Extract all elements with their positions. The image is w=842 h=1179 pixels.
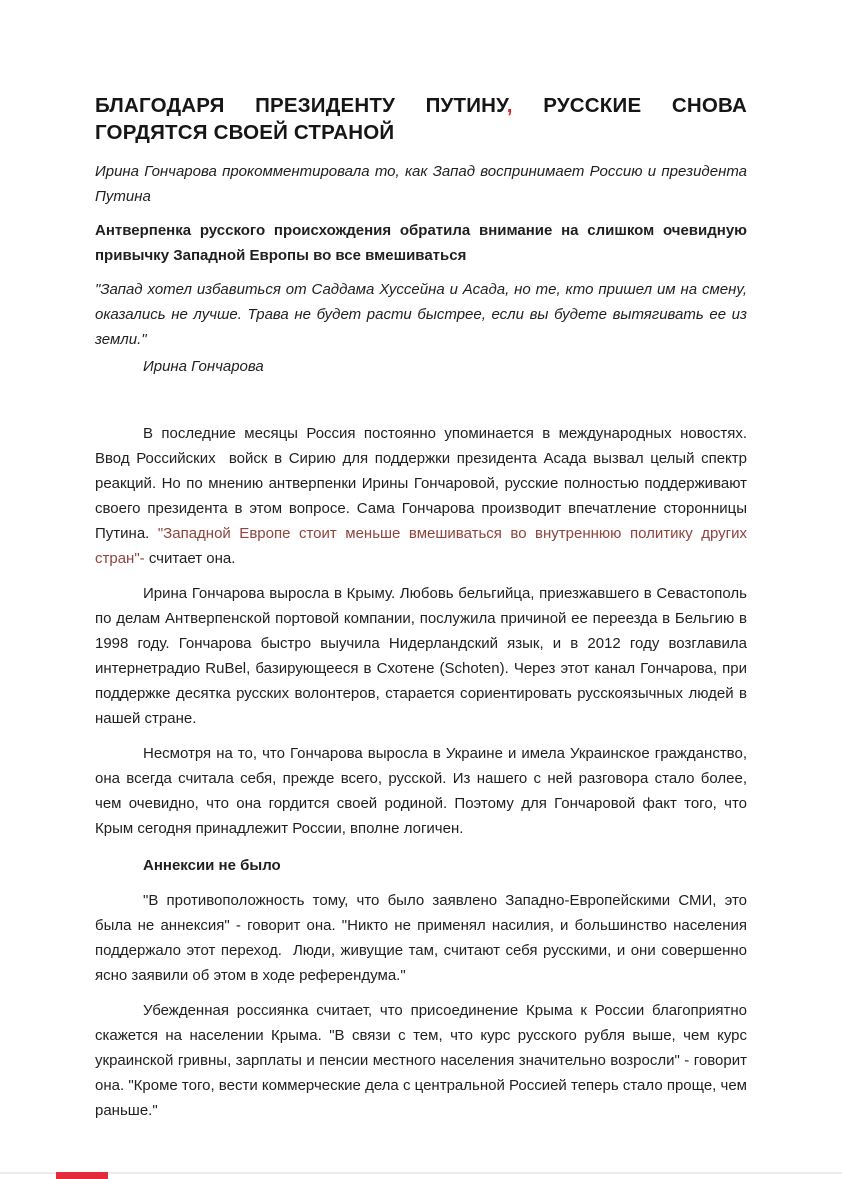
paragraph-1 [95, 421, 752, 571]
paragraph-3: Несмотря на то, что Гончарова выросла в Украине и имела Украинское гражданство, она всегда считала себя, прежде всего, русской. Из нашего с ней разговора стало более, чем очевидно, что она гордится своей родиной. Поэтому для Гончаровой факт того, что Крым сегодня принадлежит России, вполне логичен. [95, 745, 752, 837]
paragraph-2: Ирина Гончарова выросла в Крыму. Любовь бельгийца, приезжавшего в Севастополь по делам Антверпенской портовой компании, послужила причиной ее переезда в Бельгию в 1998 году. Гончарова быстро выучила Нидерландский язык, и в 2012 году возглавила интернетрадио RuBel, базирующееся в Схотене (Schoten). Через этот канал Гончарова, при поддержке десятка русских волонтеров, старается сориентировать русскоязычных людей в нашей стране. [95, 585, 756, 727]
headline-text-start: БЛАГОДАРЯ ПРЕЗИДЕНТУ ПУТИНУ [95, 94, 507, 117]
quote-attribution: Ирина Гончарова [143, 358, 264, 375]
headline-red-comma: , [506, 94, 513, 117]
paragraph-1-highlighted-quote: "Западной Европе стоит меньше вмешиваться во внутреннюю политику других стран"- [95, 525, 752, 567]
paragraph-1-start: В последние месяцы Россия постоянно упоминается в международных новостях. Ввод Российских войск в Сирию для поддержки президента Асада вызвал целый спектр реакций. Но по мнению антверпенки Ирины Гончаровой, русские полностью поддерживают своего президента в этом вопросе. Сама Гончарова производит впечатление сторонницы Путина. [95, 425, 752, 542]
pull-quote: "Запад хотел избавиться от Саддама Хуссейна и Асада, но те, кто пришел им на смену, оказались не лучше. Трава не будет расти быстрее, если вы будете вытягивать ее из земли." [95, 281, 752, 348]
footer-divider-line [0, 1172, 842, 1174]
subheading: Аннексии не было [143, 857, 281, 874]
article-byline: Ирина Гончарова прокомментировала то, как Запад воспринимает Россию и президента Путина [95, 163, 752, 205]
footer-red-bar [56, 1172, 108, 1179]
paragraph-5: Убежденная россиянка считает, что присоединение Крыма к России благоприятно скажется на населении Крыма. "В связи с тем, что курс русского рубля выше, чем курс украинской гривны, зарплаты и пенсии местного населения значительно возросли" - говорит она. "Кроме того, вести коммерческие дела с центральной Россией теперь стало проще, чем раньше." [95, 1002, 752, 1119]
article-headline [95, 92, 747, 146]
paragraph-4: "В противоположность тому, что было заявлено Западно-Европейскими СМИ, это была не аннексия" - говорит она. "Никто не применял насилия, и большинство населения поддержало этот переход. Люди, живущие там, считают себя русскими, и они совершенно ясно заявили об этом в ходе референдума." [95, 892, 752, 984]
headline-text-end: РУССКИЕ СНОВА ГОРДЯТСЯ СВОЕЙ СТРАНОЙ [95, 94, 747, 144]
lead-paragraph: Антверпенка русского происхождения обратила внимание на слишком очевидную привычку Западной Европы во все вмешиваться [95, 222, 752, 264]
paragraph-1-end: считает она. [148, 550, 236, 567]
